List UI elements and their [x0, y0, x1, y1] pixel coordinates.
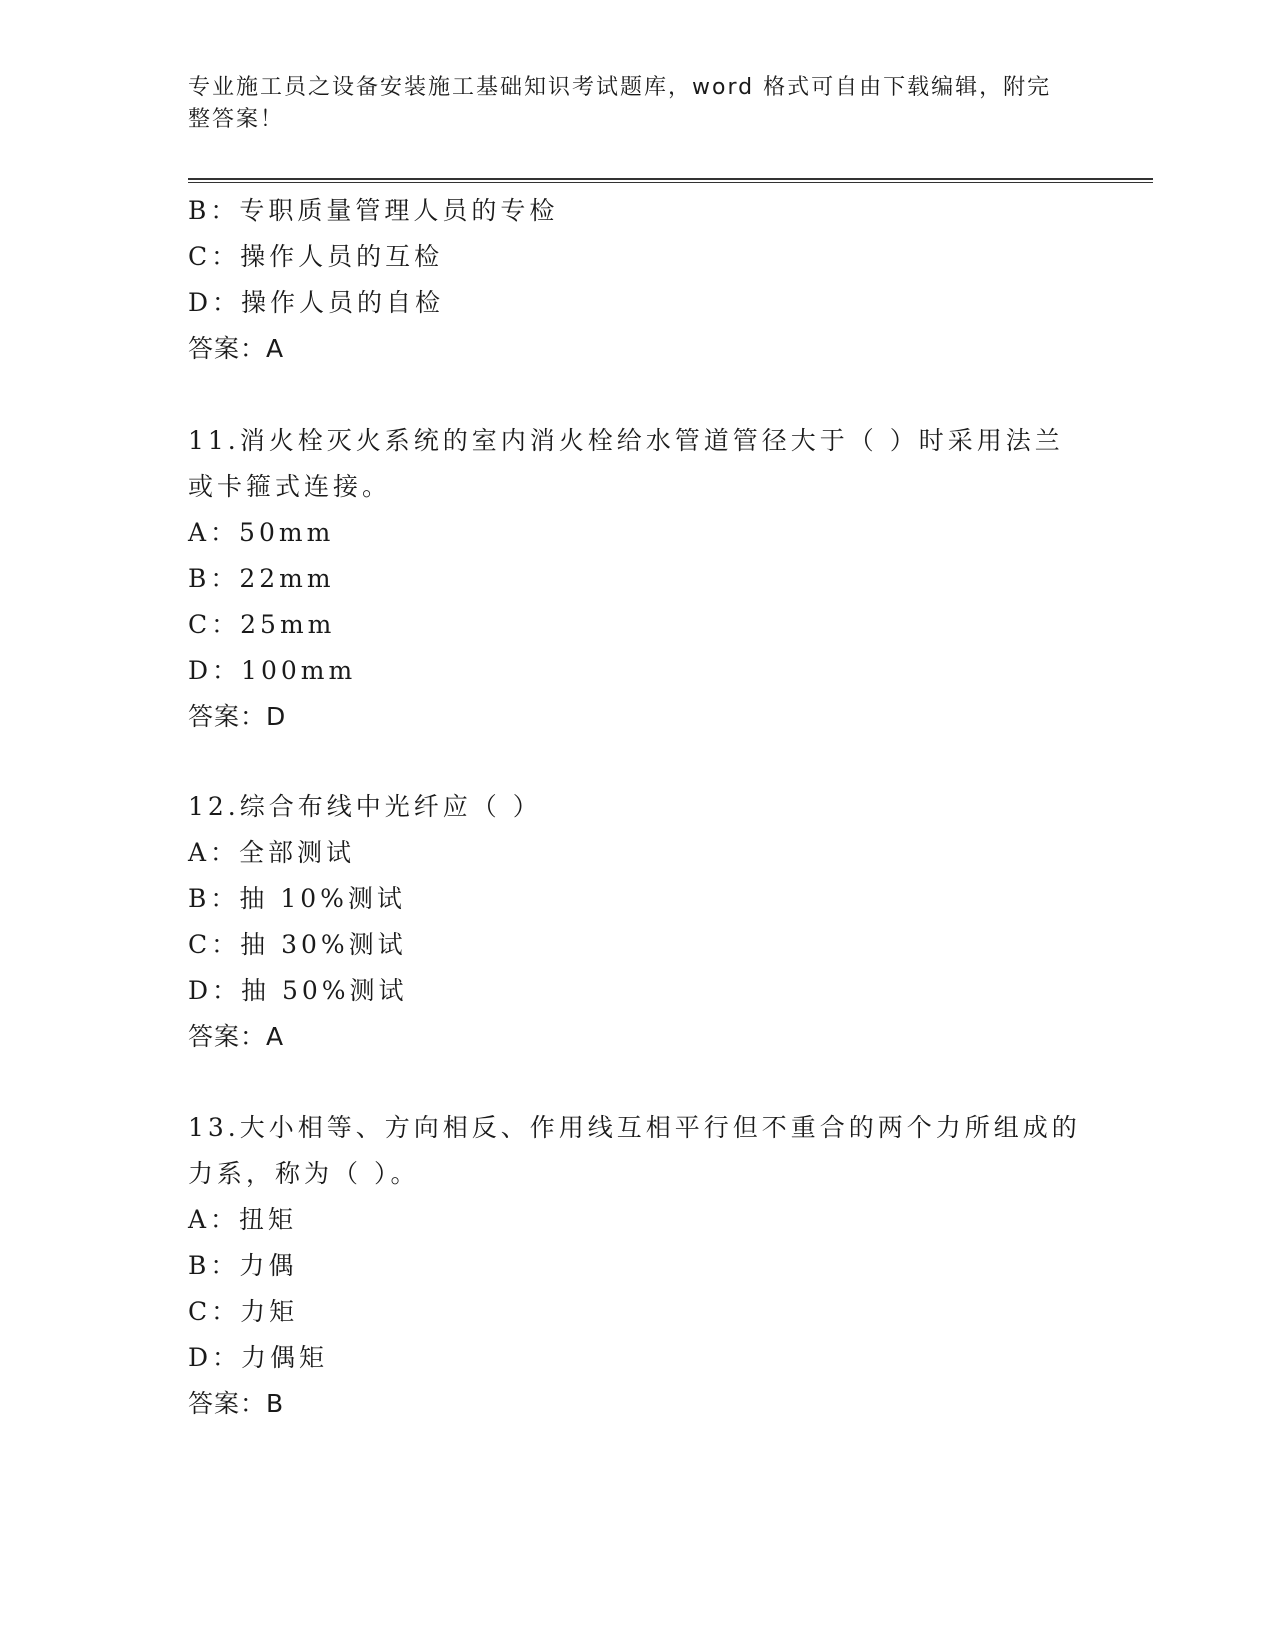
q12-option-d: D：抽 50%测试 — [188, 976, 408, 1005]
document-header: 专业施工员之设备安装施工基础知识考试题库，word 格式可自由下载编辑，附完整答案！ — [188, 75, 1052, 132]
q13-option-c: C：力矩 — [188, 1297, 299, 1326]
prev-option-b: B：专职质量管理人员的专检 — [188, 196, 559, 225]
q11-option-d: D：100mm — [188, 656, 357, 685]
q11-option-b: B：22mm — [188, 564, 335, 593]
header-rule-thin — [188, 182, 1153, 183]
q11-option-a: A：50mm — [188, 518, 335, 547]
q13-stem-line-1: 13.大小相等、方向相反、作用线互相平行但不重合的两个力所组成的 — [188, 1113, 1081, 1142]
header-rule-thick — [188, 178, 1153, 180]
q12-stem-line-1: 12.综合布线中光纤应（ ） — [188, 792, 542, 821]
prev-answer: 答案：A — [188, 334, 285, 363]
q11-answer: 答案：D — [188, 702, 287, 731]
q12-option-c: C：抽 30%测试 — [188, 930, 407, 959]
q13-option-d: D：力偶矩 — [188, 1343, 329, 1372]
q12-option-a: A：全部测试 — [188, 838, 356, 867]
q11-stem-line-1: 11.消火栓灭火系统的室内消火栓给水管道管径大于（ ）时采用法兰 — [188, 426, 1064, 455]
q13-option-b: B：力偶 — [188, 1251, 298, 1280]
q13-answer: 答案：B — [188, 1389, 285, 1418]
q13-option-a: A：扭矩 — [188, 1205, 298, 1234]
q12-answer: 答案：A — [188, 1022, 285, 1051]
prev-option-c: C：操作人员的互检 — [188, 242, 444, 271]
q11-option-c: C：25mm — [188, 610, 336, 639]
q13-stem-line-2: 力系，称为（ ）。 — [188, 1159, 420, 1188]
q12-option-b: B：抽 10%测试 — [188, 884, 406, 913]
q11-stem-line-2: 或卡箍式连接。 — [188, 472, 392, 501]
prev-option-d: D：操作人员的自检 — [188, 288, 445, 317]
